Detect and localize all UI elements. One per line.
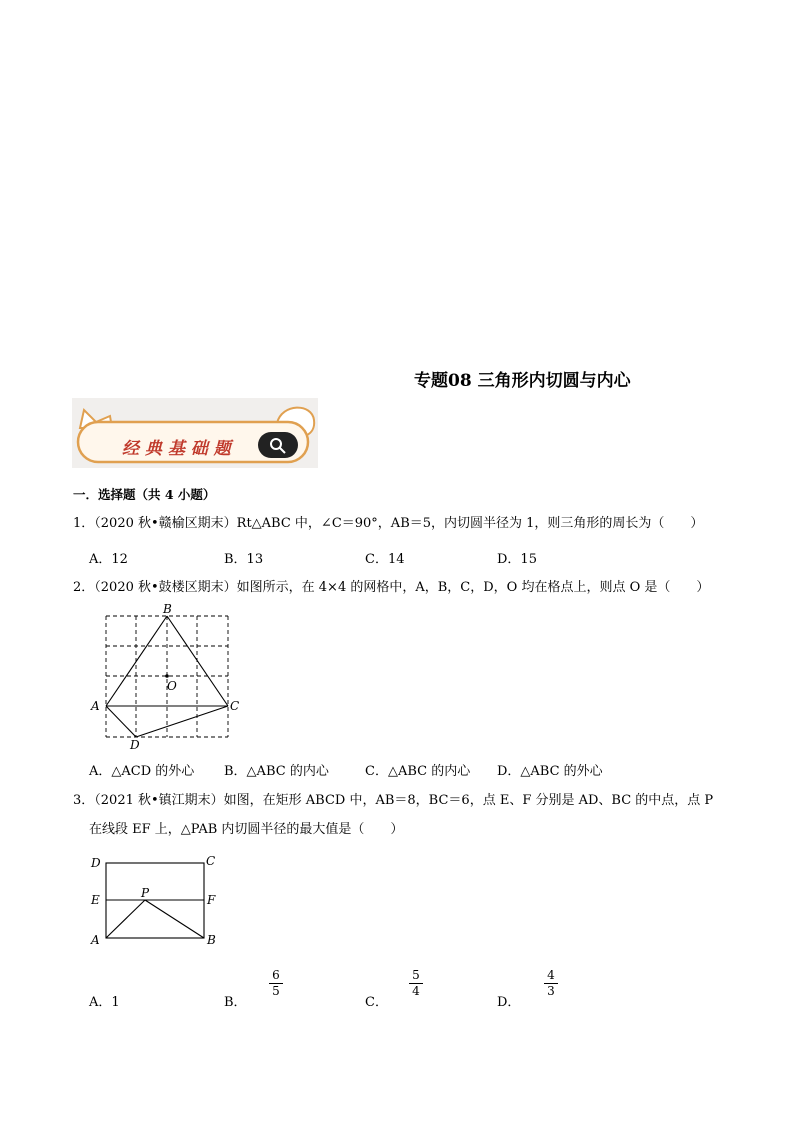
q3-label-c: C [206, 854, 216, 868]
q3-option-c-denominator: 4 [412, 984, 420, 998]
q1-option-d: D．15 [497, 552, 537, 567]
q3-option-c-fraction [409, 969, 423, 998]
question-3-text-line2: 在线段 EF 上，△PAB 内切圆半径的最大值是（ ） [89, 822, 404, 837]
q3-option-b-numerator: 6 [272, 968, 280, 982]
banner-label: 经 典 基 础 题 [122, 439, 231, 459]
q2-option-d: D．△ABC 的外心 [497, 764, 603, 779]
q3-label-b: B [207, 933, 216, 947]
section-heading: 一．选择题（共 4 小题） [73, 487, 216, 502]
q2-label-d: D [130, 738, 140, 752]
q3-rectangle-figure [86, 850, 226, 950]
q3-label-p: P [141, 886, 150, 900]
question-2-text: 2．（2020 秋•鼓楼区期末）如图所示，在 4×4 的网格中，A，B，C，D，O 均在格点上，则点 O 是（ ） [73, 580, 710, 595]
q3-option-a-value: 1 [111, 995, 120, 1010]
q2-label-c: C [230, 699, 240, 713]
q3-label-e: E [91, 893, 100, 907]
q3-option-d-numerator: 4 [547, 968, 555, 982]
page-title: 专题08 三角形内切圆与内心 [414, 371, 631, 391]
q2-option-c: C．△ABC 的内心 [365, 764, 471, 779]
q3-option-b-denominator: 5 [272, 984, 280, 998]
q3-option-c-label: C． [365, 995, 388, 1010]
section-banner [72, 398, 318, 468]
q1-option-a: A．12 [89, 552, 128, 567]
q3-option-d-denominator: 3 [547, 984, 555, 998]
q3-option-d-label: D． [497, 995, 521, 1010]
q3-option-a [89, 991, 120, 1010]
q2-label-o: O [167, 679, 177, 693]
q3-option-b-fraction [269, 969, 283, 998]
q1-option-b: B．13 [224, 552, 264, 567]
q3-label-d: D [91, 856, 101, 870]
q3-option-a-label: A． [89, 995, 112, 1010]
q3-option-d-fraction [544, 969, 558, 998]
q2-option-a: A．△ACD 的外心 [89, 764, 195, 779]
q3-option-c-numerator: 5 [412, 968, 420, 982]
q2-label-b: B [163, 602, 172, 616]
q3-label-a: A [91, 933, 100, 947]
q1-option-c: C．14 [365, 552, 405, 567]
question-3-text-line1: 3．（2021 秋•镇江期末）如图，在矩形 ABCD 中，AB＝8，BC＝6，点 E、F 分别是 AD、BC 的中点，点 P [73, 793, 714, 808]
question-1-text: 1．（2020 秋•赣榆区期末）Rt△ABC 中，∠C＝90°，AB＝5，内切圆半径为 1，则三角形的周长为（ ） [73, 516, 704, 531]
q3-label-f: F [207, 893, 216, 907]
q3-option-b-label: B． [224, 995, 247, 1010]
q2-option-b: B．△ABC 的内心 [224, 764, 329, 779]
q2-grid-figure [88, 600, 248, 752]
q2-label-a: A [91, 699, 100, 713]
